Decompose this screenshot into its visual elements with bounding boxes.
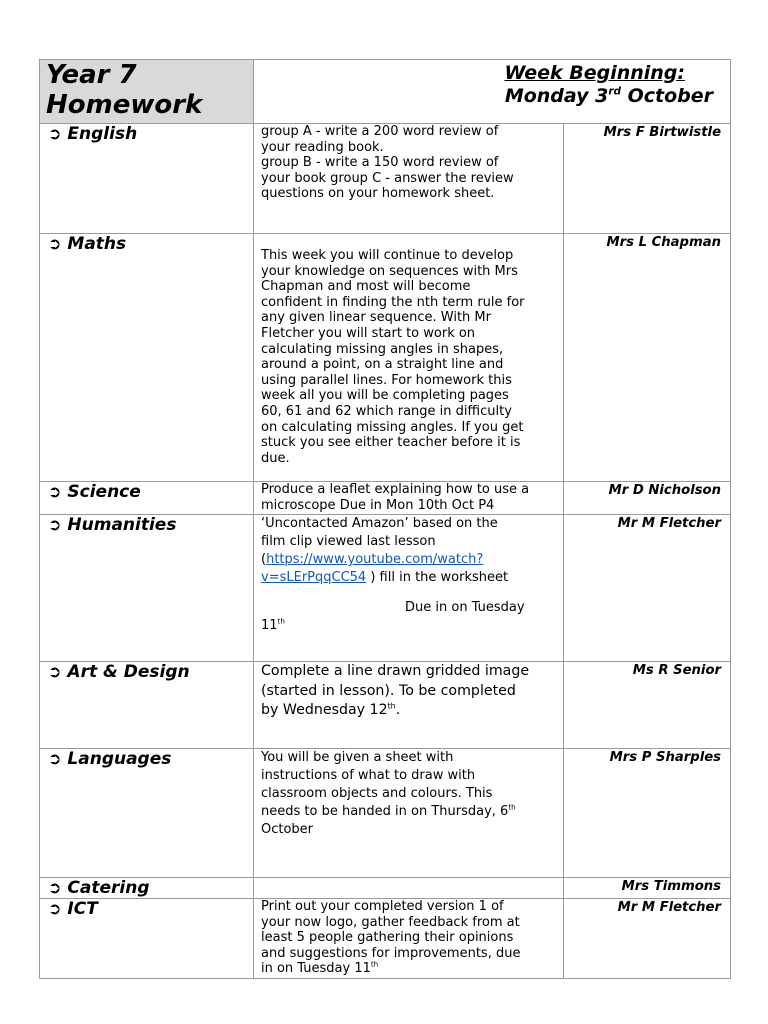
task-line — [261, 701, 557, 721]
teacher-science: Mr D Nicholson — [564, 482, 731, 515]
row-humanities — [40, 515, 731, 662]
subject-art-design — [40, 662, 254, 749]
task-line: Complete a line drawn gridded image — [261, 663, 530, 679]
task-line: 60, 61 and 62 which range in difficulty — [261, 403, 512, 419]
task-line: This week you will continue to develop — [261, 248, 514, 263]
arrow-icon: ➲ — [48, 234, 62, 253]
teacher-humanities: Mr M Fletcher — [564, 515, 731, 662]
subject-label: Art & Design — [67, 662, 190, 682]
week-month: October — [620, 85, 714, 107]
task-line: (started in lesson). To be completed — [261, 682, 516, 699]
task-line: confident in finding the nth term rule for — [261, 294, 525, 310]
subject-english — [40, 124, 254, 234]
period: . — [395, 702, 401, 718]
task-line: Fletcher you will start to work on — [261, 325, 476, 341]
task-text: in on Tuesday 11 — [261, 961, 371, 977]
task-line: group A - write a 200 word review of — [261, 124, 499, 139]
task-text: needs to be handed in on Thursday, 6 — [261, 804, 509, 819]
task-line: due. — [261, 450, 290, 466]
arrow-icon: ➲ — [48, 749, 62, 768]
row-catering — [40, 878, 731, 899]
task-science — [254, 482, 564, 515]
teacher-catering: Mrs Timmons — [564, 878, 731, 899]
teacher-art-design: Ms R Senior — [564, 662, 731, 749]
task-humanities — [254, 515, 564, 662]
task-line: classroom objects and colours. This — [261, 786, 493, 801]
task-english — [254, 124, 564, 234]
title-cell — [40, 60, 254, 124]
task-line — [261, 803, 557, 821]
task-ict — [254, 899, 564, 979]
subject-catering — [40, 878, 254, 899]
day-suffix: th — [387, 701, 396, 711]
due-text: Due in on Tuesday — [405, 600, 525, 615]
title-homework: Homework — [46, 90, 203, 120]
arrow-icon: ➲ — [48, 124, 62, 143]
task-line: week all you will be completing pages — [261, 388, 509, 404]
teacher-english: Mrs F Birtwistle — [564, 124, 731, 234]
row-languages — [40, 749, 731, 878]
task-maths — [254, 234, 564, 482]
task-catering — [254, 878, 564, 899]
arrow-icon: ➲ — [48, 662, 62, 681]
task-line: your now logo, gather feedback from at — [261, 914, 520, 930]
week-beginning-cell — [254, 60, 731, 124]
subject-label: Maths — [67, 234, 127, 254]
task-line: microscope Due in Mon 10th Oct P4 — [261, 497, 495, 513]
day-suffix: th — [370, 960, 379, 970]
youtube-link-continued[interactable]: v=sLErPqqCC54 — [261, 570, 367, 585]
subject-maths — [40, 234, 254, 482]
task-languages — [254, 749, 564, 878]
row-art-design — [40, 662, 731, 749]
task-line — [261, 961, 557, 977]
task-line: film clip viewed last lesson — [261, 534, 436, 549]
week-beginning-label: Week Beginning: — [504, 62, 686, 84]
row-ict — [40, 899, 731, 979]
teacher-maths: Mrs L Chapman — [564, 234, 731, 482]
task-line: instructions of what to draw with — [261, 768, 476, 783]
task-line: your reading book. — [261, 139, 384, 155]
subject-label: Languages — [67, 749, 172, 769]
task-line: any given linear sequence. With Mr — [261, 310, 491, 326]
arrow-icon: ➲ — [48, 899, 62, 918]
homework-table — [39, 59, 731, 979]
task-line: You will be given a sheet with — [261, 750, 454, 765]
subject-label: Catering — [67, 878, 150, 898]
task-line: ‘Uncontacted Amazon’ based on the — [261, 516, 498, 531]
task-line: Chapman and most will become — [261, 279, 471, 295]
task-text: by Wednesday 12 — [261, 702, 388, 718]
task-line: least 5 people gathering their opinions — [261, 930, 514, 946]
worksheet-text: ) fill in the worksheet — [366, 570, 509, 585]
task-line: your book group C - answer the review — [261, 170, 514, 186]
row-science — [40, 482, 731, 515]
task-line: on calculating missing angles. If you get — [261, 419, 524, 435]
subject-label: ICT — [67, 899, 98, 919]
task-line — [261, 551, 557, 569]
due-date — [261, 617, 557, 635]
task-line: and suggestions for improvements, due — [261, 945, 521, 961]
task-line: group B - write a 150 word review of — [261, 155, 499, 171]
arrow-icon: ➲ — [48, 482, 62, 501]
task-line: Print out your completed version 1 of — [261, 899, 504, 914]
row-maths — [40, 234, 731, 482]
week-day: Monday 3 — [504, 85, 609, 107]
subject-languages — [40, 749, 254, 878]
paren-open: ( — [261, 552, 267, 567]
teacher-languages: Mrs P Sharples — [564, 749, 731, 878]
arrow-icon: ➲ — [48, 515, 62, 534]
task-line — [261, 569, 557, 587]
task-line: Produce a leaflet explaining how to use a — [261, 482, 530, 497]
title-year: Year 7 — [46, 60, 137, 90]
task-line: October — [261, 822, 314, 837]
arrow-icon: ➲ — [48, 878, 62, 897]
task-line: your knowledge on sequences with Mrs — [261, 263, 518, 279]
subject-ict — [40, 899, 254, 979]
task-line: around a point, on a straight line and — [261, 357, 504, 373]
header-row — [40, 60, 731, 124]
task-line: using parallel lines. For homework this — [261, 372, 512, 388]
subject-label: English — [67, 124, 138, 144]
teacher-ict: Mr M Fletcher — [564, 899, 731, 979]
week-day-suffix: rd — [608, 85, 621, 98]
task-line: stuck you see either teacher before it is — [261, 435, 521, 451]
task-line: calculating missing angles in shapes, — [261, 341, 504, 357]
task-art-design — [254, 662, 564, 749]
week-date — [254, 85, 713, 108]
task-line: questions on your homework sheet. — [261, 186, 495, 202]
due-day-suffix: th — [277, 616, 285, 626]
day-suffix: th — [508, 802, 516, 812]
subject-humanities — [40, 515, 254, 662]
row-english — [40, 124, 731, 234]
subject-label: Humanities — [67, 515, 177, 535]
youtube-link[interactable]: https://www.youtube.com/watch? — [266, 552, 484, 567]
due-day: 11 — [261, 618, 278, 633]
subject-science — [40, 482, 254, 515]
subject-label: Science — [67, 482, 141, 502]
